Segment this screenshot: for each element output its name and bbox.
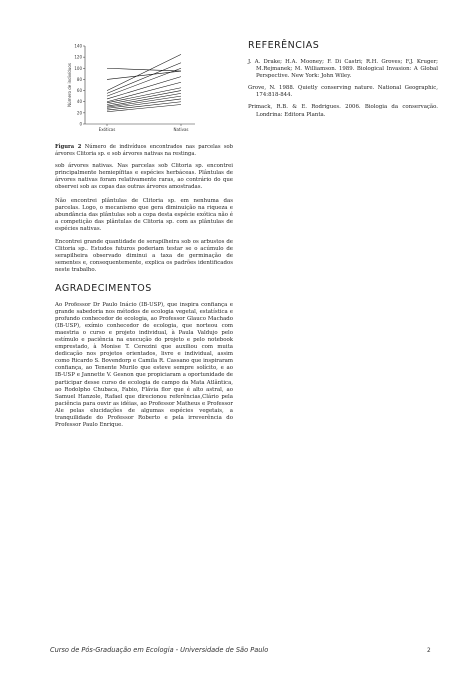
- y-tick-label: 100: [74, 65, 82, 71]
- figure-2-chart: [55, 40, 233, 140]
- x-tick-label: Nativas: [173, 127, 189, 132]
- y-tick-label: 0: [79, 121, 82, 127]
- agradecimentos-heading: AGRADECIMENTOS: [55, 282, 152, 294]
- page-number: 2: [427, 648, 431, 654]
- x-tick-label: Exóticas: [98, 127, 116, 132]
- agradecimentos-text: Ao Professor Dr Paulo Inácio (IB-USP), que inspira confiança e grande sabedoria nos métodos de ecologia vegetal, estatística e profundo conhecedor de ecologia, ao Professor Glauco Machado (IB-USP), exímio conhecedor de ecologia, que norteou com maestria o curso e projeto individual, à Paula Valdujo pelo estímulo e paciência na execução do projeto e pelo notebook emprestado, à Monise T. Cerezini que auxiliou com muita dedicação nos projetos orientados, livre e individual, assim como Ricardo S. Bovendorp e Camila R. Cassano que inspiraram confiança, ao Tenente Murilo que esteve sempre solícito, e ao IB-USP e Jannette V. Gesnon que propiciaram a oportunidade de participar desse curso de ecologia de campo da Mata Atlântica, ao Rodolpho Chubaca, Fabio, Flávia flor que é alto astral, ao Samuel Hanzole, Rafael que direcionou referências,Clário pela paciência para ouvir as idéias, ao Professor Matheus e Professor Ale pelas elucidações de algumas espécies vegetais, a tranquilidade do Professor Roberto e pela irreverência do Professor Paulo Enrique.: [55, 301, 233, 429]
- reference-item: Primack, R.B. & E. Rodrigues. 2006. Biologia da conservação. Londrina: Editora Planta.: [248, 104, 438, 118]
- figure-caption: [55, 144, 233, 157]
- footer-course-name: Curso de Pós-Graduação em Ecologia - Universidade de São Paulo: [50, 646, 269, 654]
- y-tick-label: 140: [74, 43, 82, 49]
- results-paragraph-3: Encontrei grande quantidade de serapilheira sob os arbustos de Clitoria sp.. Estudos futuros poderiam testar se o acúmulo de serapilheira observado diminui a taxa de germinação de sementes e, consequentemente, explica os padrões identificados neste trabalho.: [55, 239, 233, 274]
- y-tick-label: 40: [76, 99, 82, 105]
- y-axis-label: Número de indivíduos: [67, 63, 72, 107]
- right-column: [248, 40, 438, 124]
- series-line: [107, 68, 181, 71]
- y-tick-label: 120: [74, 54, 82, 60]
- results-paragraph-1: sob árvores nativas. Nas parcelas sob Clitoria sp. encontrei principalmente hemiepífitas e espécies herbáceas. Plântulas de árvores nativas foram relativamente raras, ao contrário do que observei sob as copas das outras árvores amostradas.: [55, 163, 233, 191]
- series-line: [107, 102, 181, 110]
- y-tick-label: 60: [76, 88, 82, 94]
- caption-text: Número de indivíduos encontrados nas parcelas sob árvores Clitoria sp. e sob árvores nativas na restinga.: [55, 144, 233, 157]
- y-tick-label: 80: [76, 76, 82, 82]
- results-paragraph-2: Não encontrei plântulas de Clitoria sp. em nenhuma das parcelas. Logo, o mecanismo que gera diminuição na riqueza e abundância das plântulas sob a copa desta espécie exótica não é a competição das plântulas de Clitoria sp. com as plântulas de espécies nativas.: [55, 197, 233, 232]
- reference-item: J. A. Drake; H.A. Mooney; F. Di Castri; R.H. Groves; F.J. Kruger; M.Rejmanek; M. Williamson. 1989. Biological Invasion: A Global Perspective. New York: John Wiley.: [248, 59, 438, 80]
- line-chart: [55, 40, 233, 140]
- reference-item: Grove, N. 1988. Quietly conserving nature. National Geographic, 174:818-844.: [248, 85, 438, 99]
- referencias-heading: REFERÊNCIAS: [248, 40, 320, 51]
- y-tick-label: 20: [76, 110, 82, 116]
- left-column: [55, 40, 233, 435]
- series-line: [107, 91, 181, 105]
- caption-label: Figura 2: [55, 144, 82, 150]
